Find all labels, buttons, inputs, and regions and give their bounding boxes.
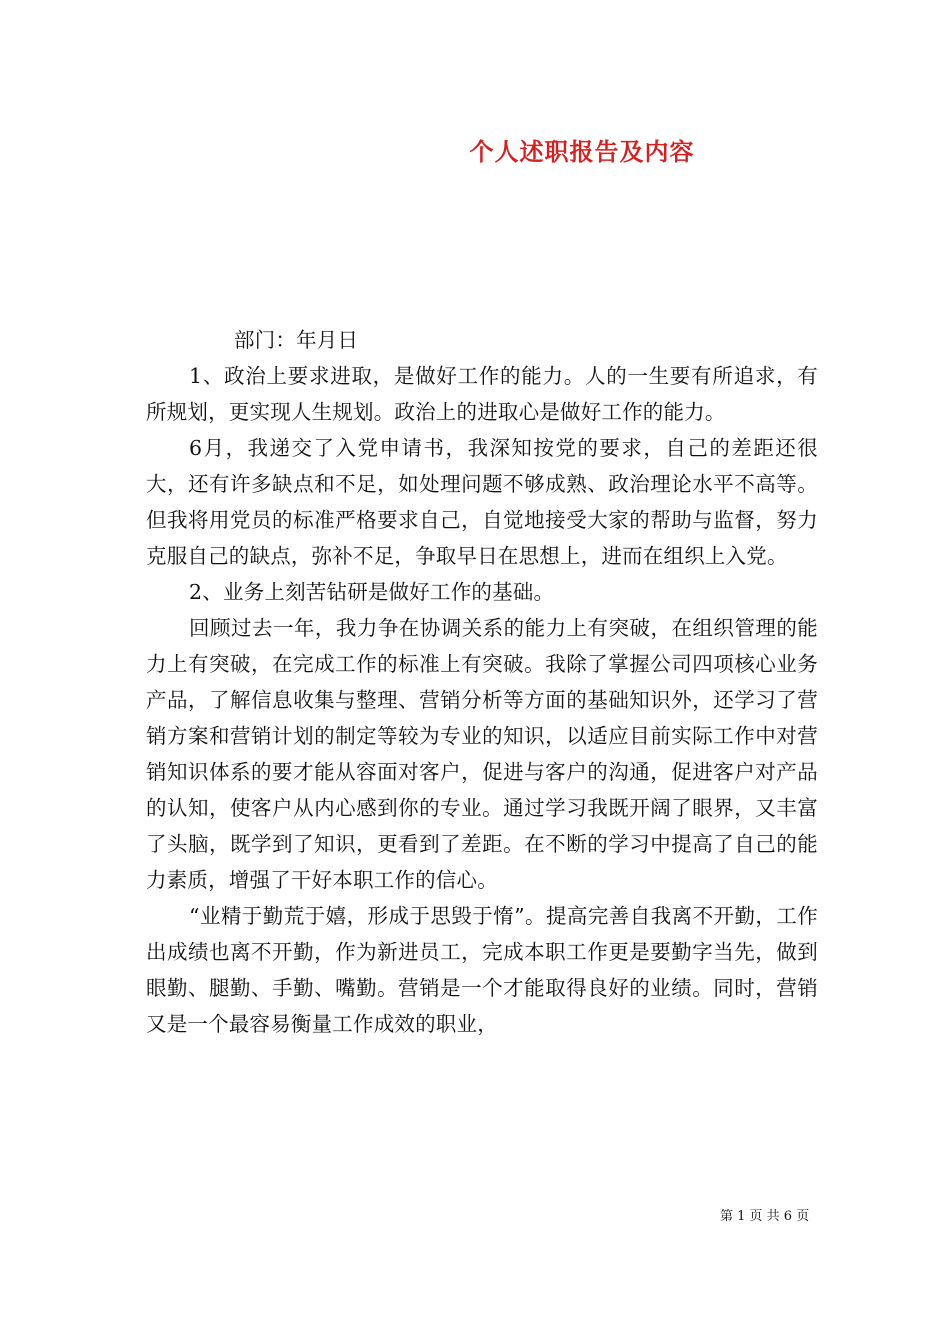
page-number-footer: 第 1 页 共 6 页 xyxy=(720,1209,810,1224)
department-date-line: 部门：年月日 xyxy=(234,328,359,352)
document-body xyxy=(146,322,818,1042)
paragraph-3: 2、业务上刻苦钻研是做好工作的基础。 xyxy=(189,580,555,604)
document-title: 个人述职报告及内容 xyxy=(469,137,695,166)
paragraph-2: 6月，我递交了入党申请书，我深知按党的要求，自己的差距还很大，还有许多缺点和不足，如处理问题不够成熟、政治理论水平不高等。但我将用党员的标准严格要求自己，自觉地接受大家的帮助与监督，努力克服自己的缺点，弥补不足，争取早日在思想上，进而在组织上入党。 xyxy=(146,436,818,568)
paragraph-4: 回顾过去一年，我力争在协调关系的能力上有突破，在组织管理的能力上有突破，在完成工作的标准上有突破。我除了掌握公司四项核心业务产品，了解信息收集与整理、营销分析等方面的基础知识外，还学习了营销方案和营销计划的制定等较为专业的知识，以适应目前实际工作中对营销知识体系的要才能从容面对客户，促进与客户的沟通，促进客户对产品的认知，使客户从内心感到你的专业。通过学习我既开阔了眼界，又丰富了头脑，既学到了知识，更看到了差距。在不断的学习中提高了自己的能力素质，增强了干好本职工作的信心。 xyxy=(146,616,818,892)
paragraph-1: 1、政治上要求进取，是做好工作的能力。人的一生要有所追求，有所规划，更实现人生规划。政治上的进取心是做好工作的能力。 xyxy=(146,364,818,424)
paragraph-5: “业精于勤荒于嬉，形成于思毁于惰”。提高完善自我离不开勤，工作出成绩也离不开勤，作为新进员工，完成本职工作更是要勤字当先，做到眼勤、腿勤、手勤、嘴勤。营销是一个才能取得良好的业绩。同时，营销又是一个最容易衡量工作成效的职业， xyxy=(146,904,818,1036)
